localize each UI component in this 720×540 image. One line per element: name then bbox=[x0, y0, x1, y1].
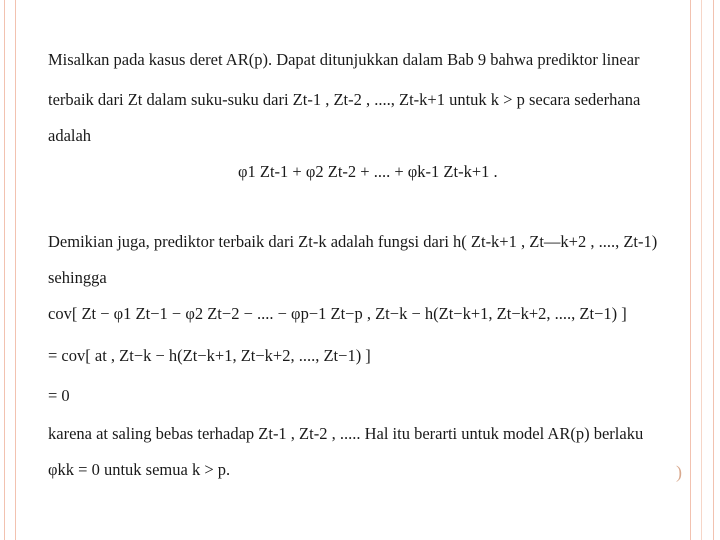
equation-predictor: φ1 Zt-1 + φ2 Zt-2 + .... + φk-1 Zt-k+1 . bbox=[238, 162, 498, 181]
paragraph-3-line-1: karena at saling bebas terhadap Zt-1 , Zt-2 , ..... Hal itu berarti untuk model AR(p) berlaku bbox=[48, 424, 644, 443]
equation-zero: = 0 bbox=[48, 386, 70, 405]
left-border-decoration bbox=[4, 0, 16, 540]
stray-parenthesis: ) bbox=[676, 462, 682, 482]
paragraph-1-line-1: Misalkan pada kasus deret AR(p). Dapat ditunjukkan dalam Bab 9 bahwa prediktor linear bbox=[48, 50, 640, 69]
right-border-decoration bbox=[690, 0, 714, 540]
paragraph-2-line-2: sehingga bbox=[48, 268, 107, 287]
paragraph-1-line-3: adalah bbox=[48, 126, 92, 145]
paragraph-2-line-1: Demikian juga, prediktor terbaik dari Zt-k adalah fungsi dari h( Zt-k+1 , Zt—k+2 , ...., Zt-1) bbox=[48, 232, 658, 251]
paragraph-1-line-2: terbaik dari Zt dalam suku-suku dari Zt-1 , Zt-2 , ...., Zt-k+1 untuk k > p secara sederhana bbox=[48, 90, 641, 109]
equation-covariance: cov[ Zt − φ1 Zt−1 − φ2 Zt−2 − .... − φp−1 Zt−p , Zt−k − h(Zt−k+1, Zt−k+2, ...., Zt−1) ] bbox=[48, 304, 627, 323]
equation-covariance-simplified: = cov[ at , Zt−k − h(Zt−k+1, Zt−k+2, ...., Zt−1) ] bbox=[48, 346, 371, 365]
paragraph-3-line-2: φkk = 0 untuk semua k > p. bbox=[48, 460, 231, 479]
